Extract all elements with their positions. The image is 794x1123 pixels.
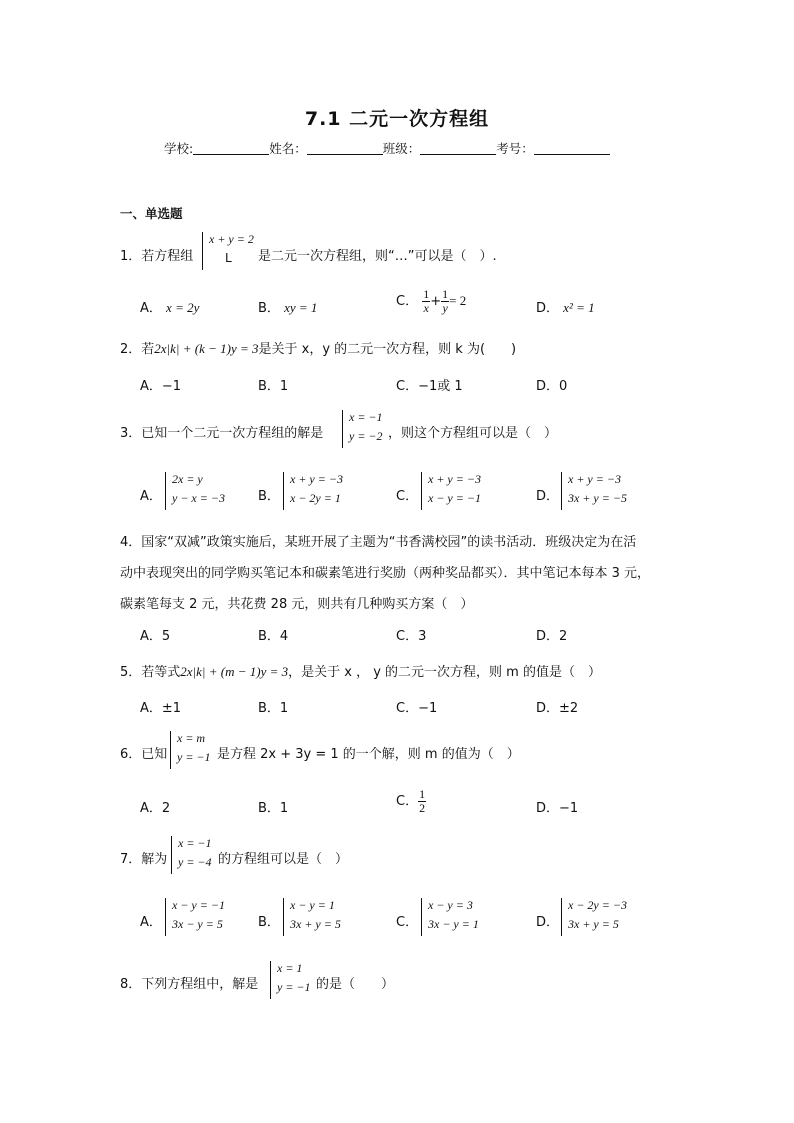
question-4-line-1: 4．国家“双减”政策实施后，某班开展了主题为“书香满校园”的读书活动．班级决定为在活 [120,535,637,550]
question-8: 8．下列方程组中，解是 [120,977,259,992]
school-label: 学校: [164,141,194,156]
q7-option-d-label[interactable]: D． [536,915,560,930]
q3-option-d[interactable]: x + y = −3 3x + y = −5 [561,472,562,510]
q3-option-c[interactable]: x + y = −3 x − y = −1 [421,472,422,510]
page-title: 7.1 二元一次方程组 [304,108,490,130]
question-5: 5．若等式2x|k| + (m − 1)y = 3，是关于 x ， y 的二元一次方程，则 m 的值是（ ） [120,664,601,680]
q7-option-a[interactable]: x − y = −1 3x − y = 5 [165,898,166,936]
q1-option-d[interactable]: D． x² = 1 [536,300,595,316]
q5-option-b[interactable]: B．1 [258,701,289,716]
q3-option-b[interactable]: x + y = −3 x − 2y = 1 [283,472,284,510]
q1-text: 是二元一次方程组，则“…”可以是（ ）. [258,249,497,264]
q6-option-a[interactable]: A．2 [140,801,171,816]
question-6: 6．已知 [120,747,168,762]
q7-option-a-label[interactable]: A． [140,915,162,930]
q6-option-b[interactable]: B．1 [258,801,289,816]
name-label: 姓名： [269,141,307,156]
q7-text: 的方程组可以是（ ） [218,852,349,867]
q2-option-b[interactable]: B．1 [258,379,289,394]
question-3: 3．已知一个二元一次方程组的解是 [120,426,324,441]
q5-option-a[interactable]: A．±1 [140,701,182,716]
q4-option-d[interactable]: D．2 [536,629,568,644]
q2-option-a[interactable]: A．−1 [140,379,182,394]
q2-option-d[interactable]: D．0 [536,379,568,394]
school-field[interactable] [193,141,269,155]
q8-text: 的是（ ） [316,977,395,992]
q7-option-b[interactable]: x − y = 1 3x + y = 5 [283,898,284,936]
q3-solution: x = −1 y = −2 [342,410,343,448]
name-field[interactable] [307,141,383,155]
question-4-line-3: 碳素笔每支 2 元，共花费 28 元，则共有几种购买方案（ ） [120,597,474,612]
q1-option-c[interactable]: C． $\frac{1}{x}$ + $\frac{1}{y}$ = 2 [396,287,467,315]
q3-option-c-label[interactable]: C． [396,489,419,504]
q3-text: ，则这个方程组可以是（ ） [388,426,558,441]
q7-option-c-label[interactable]: C． [396,915,419,930]
q3-option-b-label[interactable]: B． [258,489,280,504]
q4-option-c[interactable]: C．3 [396,629,427,644]
question-7: 7．解为 [120,852,168,867]
exam-no-field[interactable] [534,141,610,155]
q1-option-a[interactable]: A． x = 2y [140,300,200,316]
q3-option-a[interactable]: 2x = y y − x = −3 [165,472,166,510]
q5-option-d[interactable]: D．±2 [536,701,579,716]
exam-no-label: 考号： [496,141,534,156]
q3-option-d-label[interactable]: D． [536,489,560,504]
student-info-line [164,139,610,157]
question-4-line-2: 动中表现突出的同学购买笔记本和碳素笔进行奖励（两种奖品都买）．其中笔记本每本 3 元， [120,566,651,581]
q4-option-b[interactable]: B．4 [258,629,289,644]
class-label: 班级： [382,141,421,156]
q8-solution: x = 1 y = −1 [270,961,271,999]
q5-option-c[interactable]: C．−1 [396,701,438,716]
q4-option-a[interactable]: A．5 [140,629,171,644]
q7-option-d[interactable]: x − 2y = −3 3x + y = 5 [561,898,562,936]
q6-option-c[interactable]: C． $\frac{1}{2}$ [396,787,426,815]
q7-solution: x = −1 y = −4 [171,836,172,874]
q1-option-b[interactable]: B． xy = 1 [258,300,318,316]
q3-option-a-label[interactable]: A． [140,489,162,504]
question-2: 2．若2x|k| + (k − 1)y = 3是关于 x，y 的二元一次方程，则 k 为( ) [120,341,517,357]
q1-system: x + y = 2 L [202,232,203,270]
q2-option-c[interactable]: C．−1或 1 [396,379,463,394]
q6-option-d[interactable]: D．−1 [536,801,579,816]
class-field[interactable] [420,141,496,155]
q6-solution: x = m y = −1 [170,731,171,769]
q7-option-c[interactable]: x − y = 3 3x − y = 1 [421,898,422,936]
section-heading: 一、单选题 [120,206,183,221]
question-1: 1．若方程组 [120,249,194,264]
q7-option-b-label[interactable]: B． [258,915,280,930]
q6-text: 是方程 2x + 3y = 1 的一个解，则 m 的值为（ ） [217,747,520,762]
